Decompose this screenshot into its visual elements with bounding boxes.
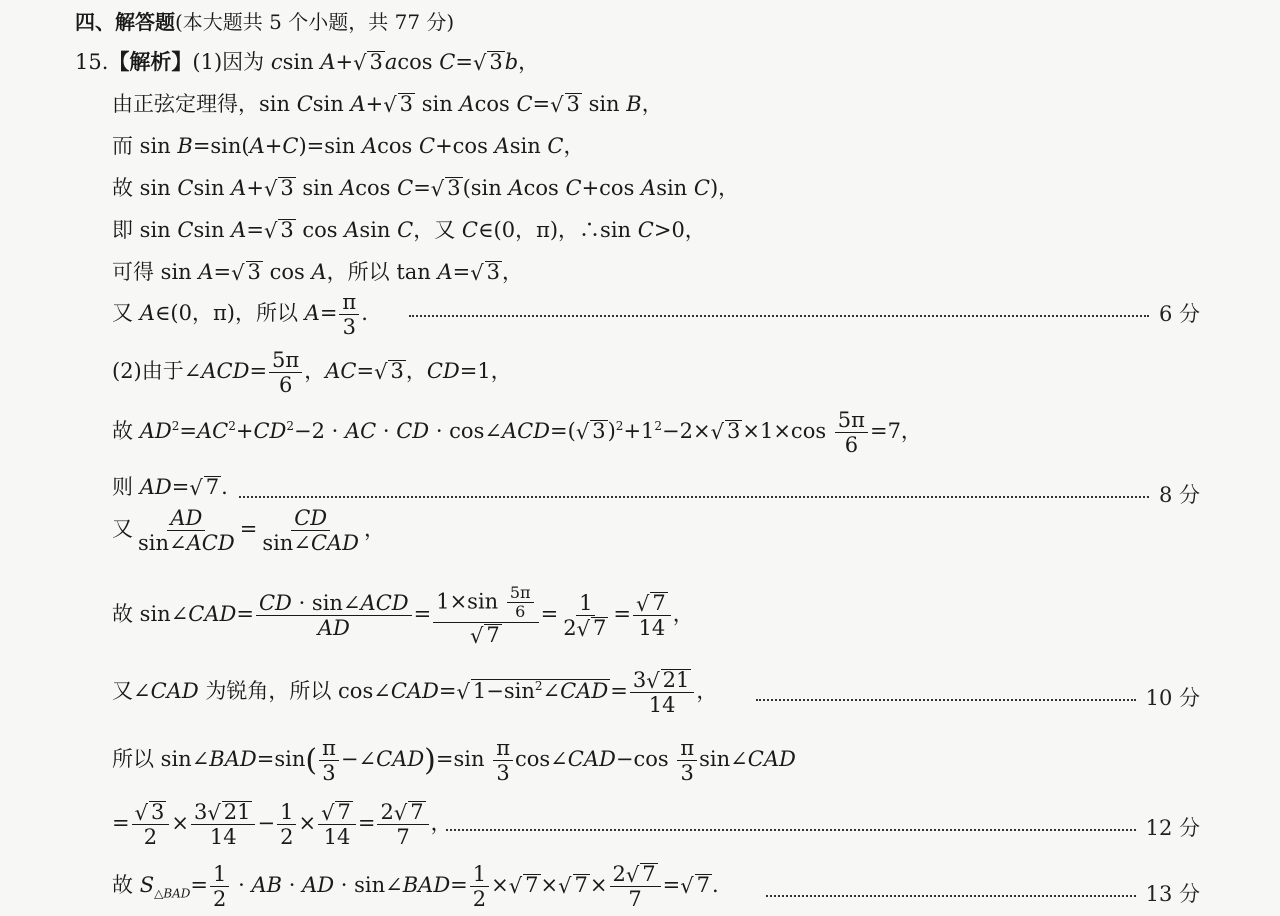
- line-substitute: 故 sin Csin A+√ 3 sin Acos C=√ 3(sin Acos C+cos Asin C)，: [112, 176, 740, 201]
- score-8: 8 分: [1158, 483, 1200, 507]
- section-title-text: 四、解答题: [75, 10, 175, 34]
- question-number: 15.: [75, 50, 109, 74]
- line-area: 故 $S_{\triangle BAD}=$ $\frac{1}{2}$ · AB · AD · sin∠BAD= $\frac{1}{2}$ ×√ 7×√ 7× $\frac{2√ 7}{7}$ =√ 7.: [112, 862, 719, 912]
- line-ad: 则 AD=√ 7.: [112, 475, 228, 500]
- line-sin-bad-value: = $\frac{√ 3}{2}$ × $\frac{3√ 21}{14}$ − $\frac{1}{2}$ × $\frac{√ 7}{14}$ = $\frac{2√ 7}{7}$ ，: [112, 800, 452, 850]
- score-6: 6 分: [1158, 302, 1200, 326]
- score-leader-8: [239, 479, 1200, 509]
- line-sine-law: 由正弦定理得，sin Csin A+√ 3 sin Acos C=√ 3 sin B，: [112, 92, 663, 117]
- line-sine-ratio: 又 $\frac{AD}{\text{sin∠ACD}}$ = $\frac{CD}{\text{sin∠CAD}}$ ，: [112, 506, 386, 556]
- line-sin-b: 而 sin B=sin(A+C)=sin Acos C+cos Asin C，: [112, 134, 585, 158]
- line-sin-bad: 所以 sin∠BAD=sin( $\frac{\pi}{3}$ −∠CAD)=sin $\frac{\pi}{3}$ cos∠CAD−cos $\frac{\pi}{3}$ sin∠CAD: [112, 736, 796, 786]
- line-cos-cad: 又∠CAD 为锐角，所以 cos∠CAD=√ $1-\sin^2\angle CAD=$ $\frac{3√ 21}{14}$ ，: [112, 668, 718, 718]
- section-title: [75, 6, 454, 35]
- score-leader-10: [756, 682, 1200, 712]
- line-simplify: 即 sin Csin A=√ 3 cos Asin C，又 C∈(0，π)，∴sin C>0，: [112, 218, 706, 243]
- question-header: 15.【解析】(1)因为 csin A+√ 3acos C=√ 3b，: [75, 50, 540, 75]
- score-10: 10 分: [1145, 686, 1200, 710]
- score-12: 12 分: [1145, 816, 1200, 840]
- line-a-value: 又 A∈(0，π)，所以 A= $\frac{\pi}{3}$ .: [112, 290, 368, 340]
- score-leader-13: [766, 878, 1200, 908]
- score-leader-6: [409, 298, 1200, 328]
- line-tan: 可得 sin A=√ 3 cos A，所以 tan A=√ 3，: [112, 260, 524, 285]
- given-equation: c: [270, 50, 283, 74]
- analysis-tag: 【解析】: [108, 50, 193, 74]
- part1-label: (1)因为: [192, 50, 265, 74]
- line-part2: (2)由于∠ACD= $\frac{5\pi}{6}$ ，AC=√ 3，CD=1，: [112, 348, 512, 398]
- score-leader-12: [446, 812, 1200, 842]
- score-13: 13 分: [1145, 882, 1200, 906]
- line-sin-cad: 故 sin∠CAD= $\frac{\text{CD · sin∠ACD}}{AD}$ = 1×sin $\frac{5\pi}{6}$ √ 7 = $\frac{1}{2√ 7}$ = $\frac{√ 7}{14}$ ，: [112, 583, 694, 648]
- section-note: (本大题共 5 个小题，共 77 分): [175, 10, 455, 34]
- line-cosine-law: 故 $AD^2=AC^2+CD^2-2$ · AC · CD · cos∠ACD=(√ $3)^2+1^2-2\times√$ 3×1×cos $\frac{5\pi}{6}$ =7，: [112, 408, 922, 458]
